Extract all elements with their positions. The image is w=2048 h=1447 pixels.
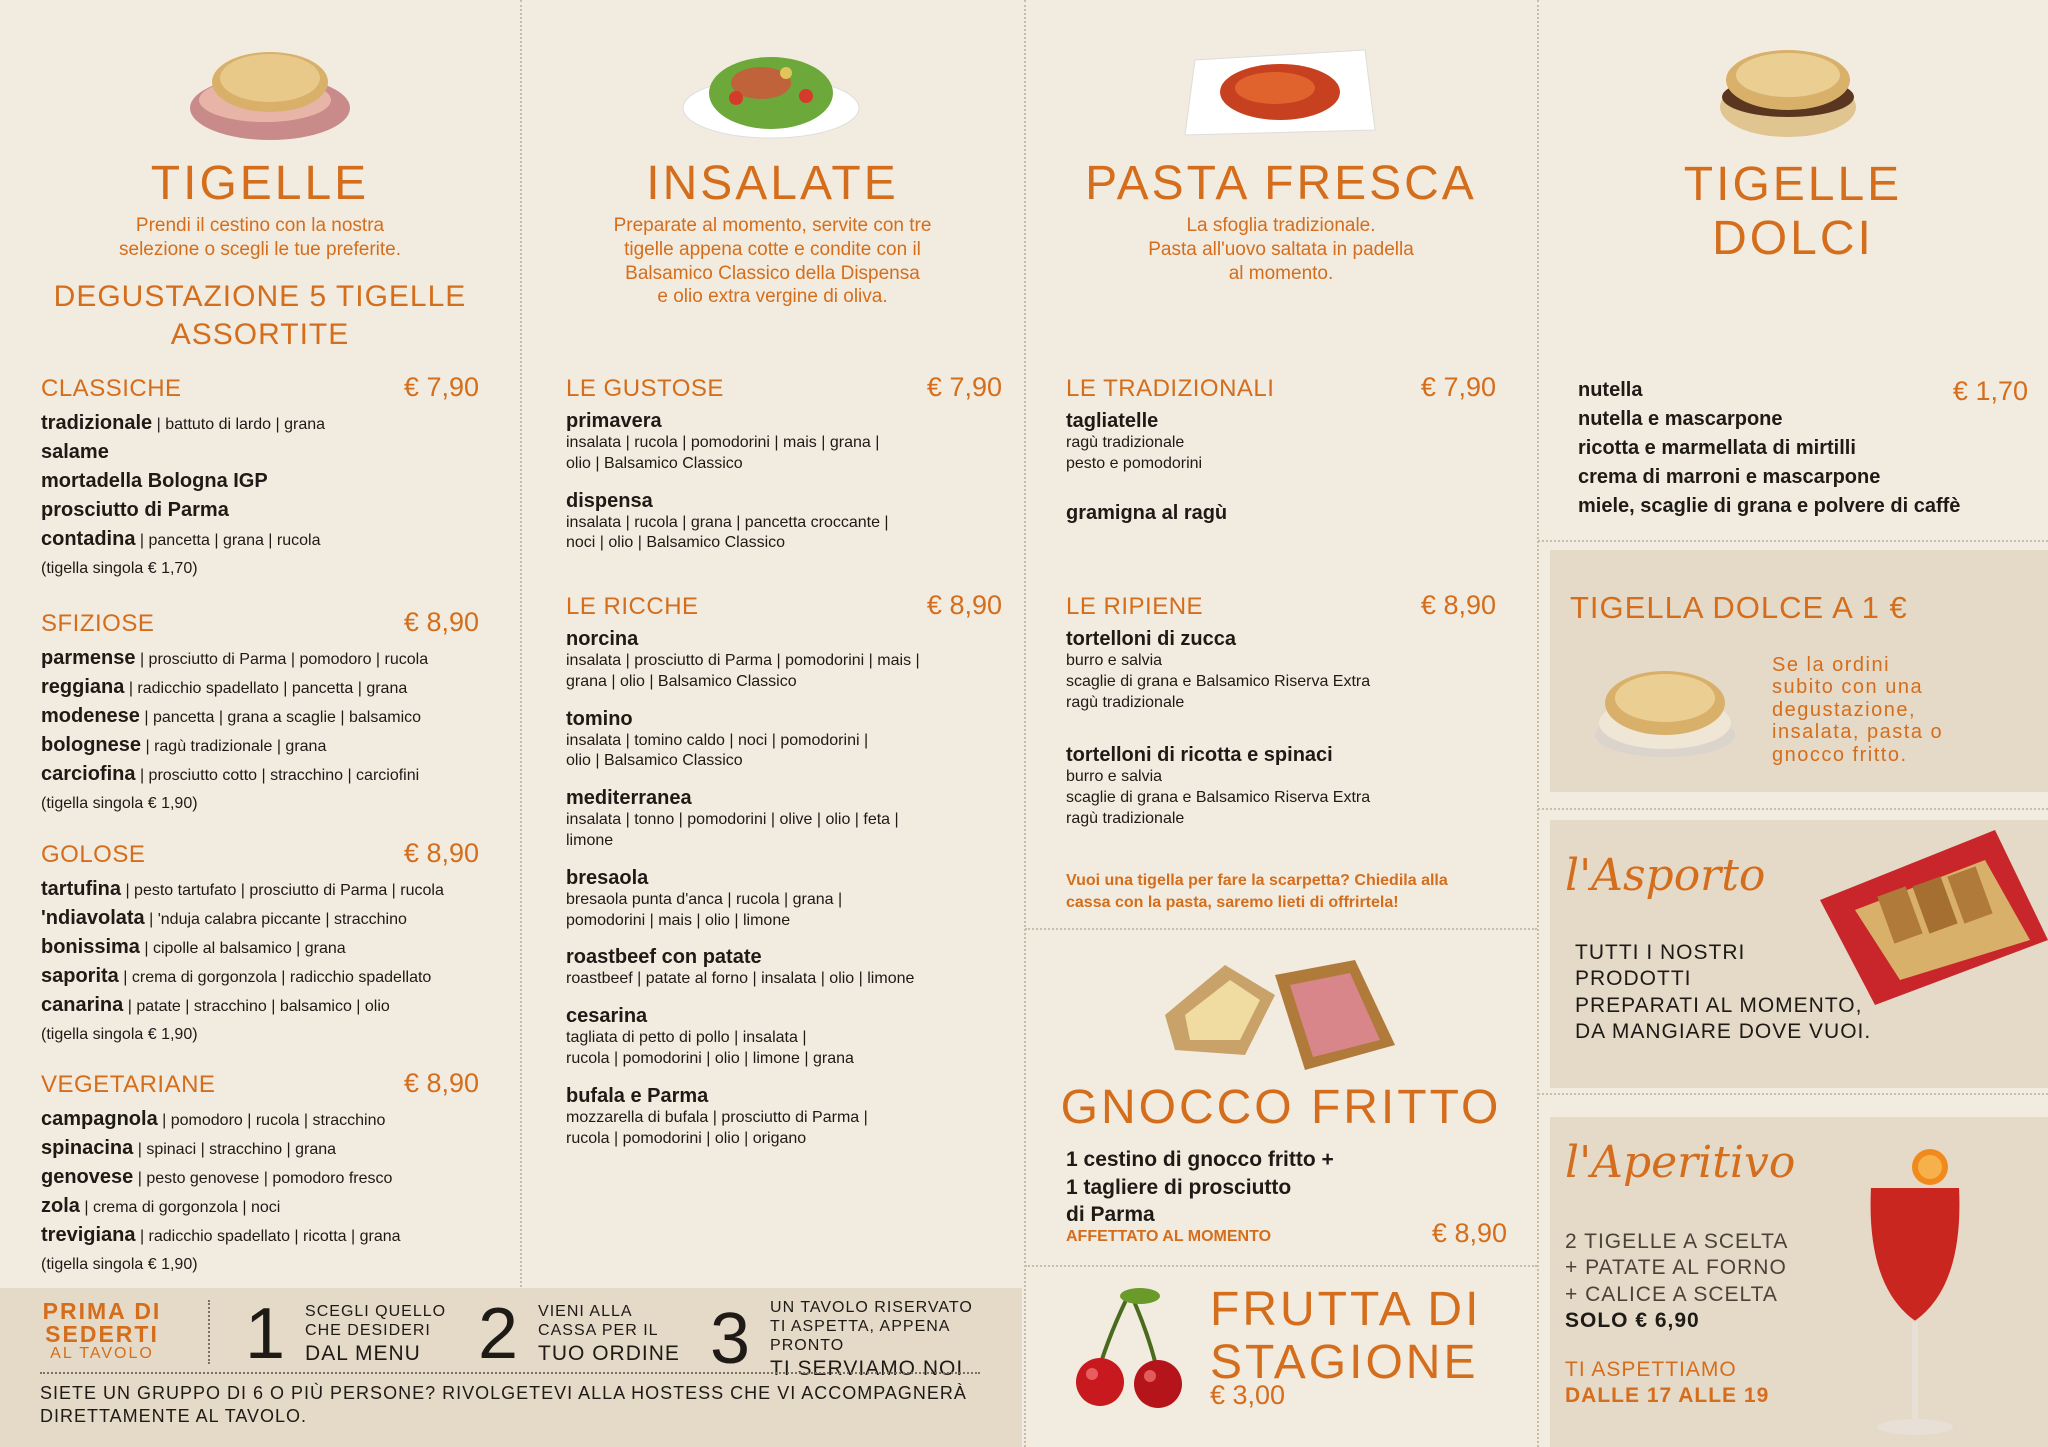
list-item: norcina insalata | prosciutto di Parma | pomodorini | mais | grana | olio | Balsamico Classico xyxy=(566,628,920,690)
list-item: modenese | pancetta | grana a scaglie | balsamico xyxy=(41,705,422,727)
aperitivo-panel xyxy=(1550,1117,2048,1447)
gnocco-title: GNOCCO FRITTO xyxy=(1060,1081,1502,1134)
tigella-nutella-image xyxy=(1713,35,1863,145)
classiche-section xyxy=(41,372,479,578)
category-price: € 8,90 xyxy=(926,590,1002,620)
dolci-price: € 1,70 xyxy=(1952,376,2028,406)
category-price: € 8,90 xyxy=(403,838,479,868)
list-item: roastbeef con patate roastbeef | patate al forno | insalata | olio | limone xyxy=(566,946,915,988)
footer-info-strip xyxy=(0,1288,1022,1447)
category-name: VEGETARIANE xyxy=(41,1071,216,1098)
list-item: trevigiana | radicchio spadellato | ricotta | grana xyxy=(41,1224,401,1246)
vegetariane-section xyxy=(41,1068,479,1274)
step-3: 3 UN TAVOLO RISERVATO TI ASPETTA, APPENA PRONTO TI SERVIAMO NOI xyxy=(710,1299,973,1380)
ricche-section xyxy=(566,590,1002,1163)
group-note: SIETE UN GRUPPO DI 6 O PIÙ PERSONE? RIVOLGETEVI ALLA HOSTESS CHE VI ACCOMPAGNERÀ DIRETTAMENTE AL TAVOLO. xyxy=(40,1383,967,1426)
sfiziose-section xyxy=(41,607,479,813)
list-item: zola | crema di gorgonzola | noci xyxy=(41,1195,281,1217)
dolci-title: TIGELLE DOLCI xyxy=(1683,158,1903,265)
list-item: ricotta e marmellata di mirtilli xyxy=(1578,437,1856,459)
category-price: € 7,90 xyxy=(926,372,1002,402)
list-item: bresaola bresaola punta d'anca | rucola | grana | pomodorini | mais | olio | limone xyxy=(566,866,843,929)
frutta-price: € 3,00 xyxy=(1210,1380,1286,1410)
list-item: 'ndiavolata | 'nduja calabra piccante | stracchino xyxy=(41,907,407,929)
aperitivo-time: TI ASPETTIAMO DALLE 17 ALLE 19 xyxy=(1565,1358,1770,1408)
scarpetta-note: Vuoi una tigella per fare la scarpetta? Chiedila alla cassa con la pasta, saremo lieti di offrirtela! xyxy=(1066,872,1448,911)
list-item: bonissima | cipolle al balsamico | grana xyxy=(41,936,346,958)
list-item: spinacina | spinaci | stracchino | grana xyxy=(41,1137,337,1159)
list-item: crema di marroni e mascarpone xyxy=(1578,466,1881,488)
pasta-subtitle: La sfoglia tradizionale. Pasta all'uovo saltata in padella al momento. xyxy=(1148,215,1414,284)
tigella-ham-image xyxy=(175,30,365,150)
dolci-list xyxy=(1578,376,2028,521)
list-item: nutella xyxy=(1578,379,1643,401)
category-name: GOLOSE xyxy=(41,841,146,868)
category-name: LE RICCHE xyxy=(566,593,699,620)
tigella-dolce-image xyxy=(1590,655,1740,765)
golose-section xyxy=(41,838,479,1044)
step-1: 1 SCEGLI QUELLO CHE DESIDERI DAL MENU xyxy=(245,1294,447,1374)
degustazione-heading: DEGUSTAZIONE 5 TIGELLE ASSORTITE xyxy=(53,280,467,351)
tradizionali-section xyxy=(1066,372,1496,539)
list-item: nutella e mascarpone xyxy=(1578,408,1783,430)
category-price: € 8,90 xyxy=(403,607,479,637)
list-item: bolognese | ragù tradizionale | grana xyxy=(41,734,327,756)
insalate-title: INSALATE xyxy=(646,157,899,210)
list-item: cesarina tagliata di petto di pollo | insalata | rucola | pomodorini | olio | limone | grana xyxy=(566,1005,854,1067)
category-price: € 8,90 xyxy=(1420,590,1496,620)
list-item: dispensa insalata | rucola | grana | pancetta croccante | noci | olio | Balsamico Classico xyxy=(566,489,889,552)
single-price-note: (tigella singola € 1,70) xyxy=(41,560,198,577)
category-name: LE GUSTOSE xyxy=(566,375,724,402)
pasta-image xyxy=(1175,40,1385,140)
step-2: 2 VIENI ALLA CASSA PER IL TUO ORDINE xyxy=(478,1294,680,1374)
insalate-subtitle: Preparate al momento, servite con tre tigelle appena cotte e condite con il Balsamico Classico della Dispensa e olio extra vergine di oliva. xyxy=(613,215,932,308)
category-name: CLASSICHE xyxy=(41,375,182,402)
list-item: reggiana | radicchio spadellato | pancetta | grana xyxy=(41,676,408,698)
list-item: saporita | crema di gorgonzola | radicchio spadellato xyxy=(41,965,432,987)
list-item: miele, scaglie di grana e polvere di caffè xyxy=(1578,495,1961,517)
gnocco-fritto-image xyxy=(1155,945,1405,1075)
gnocco-sub: AFFETTATO AL MOMENTO xyxy=(1066,1228,1272,1245)
list-item: mediterranea insalata | tonno | pomodorini | olive | olio | feta | limone xyxy=(566,787,899,849)
single-price-note: (tigella singola € 1,90) xyxy=(41,795,198,812)
list-item: canarina | patate | stracchino | balsamico | olio xyxy=(41,994,390,1016)
category-name: SFIZIOSE xyxy=(41,610,155,637)
list-item: genovese | pesto genovese | pomodoro fresco xyxy=(41,1166,393,1188)
list-item: parmense | prosciutto di Parma | pomodoro | rucola xyxy=(41,647,429,669)
list-item: contadina | pancetta | grana | rucola xyxy=(41,528,321,550)
list-item: gramigna al ragù xyxy=(1066,501,1228,524)
category-price: € 7,90 xyxy=(403,372,479,402)
tigelle-subtitle: Prendi il cestino con la nostra selezione o scegli le tue preferite. xyxy=(119,215,401,260)
category-price: € 7,90 xyxy=(1420,372,1496,402)
gnocco-price: € 8,90 xyxy=(1431,1218,1507,1248)
category-name: LE TRADIZIONALI xyxy=(1066,375,1275,402)
cherries-image xyxy=(1070,1282,1190,1412)
aperitivo-title: l'Aperitivo xyxy=(1565,1137,1796,1188)
list-item: primavera insalata | rucola | pomodorini | mais | grana | olio | Balsamico Classico xyxy=(566,410,880,472)
frutta-title: FRUTTA DI STAGIONE xyxy=(1210,1283,1482,1389)
gustose-section xyxy=(566,372,1002,568)
list-item: tortelloni di ricotta e spinaci burro e salvia scaglie di grana e Balsamico Riserva Extra ragù tradizionale xyxy=(1066,744,1371,827)
list-item: prosciutto di Parma xyxy=(41,499,229,521)
promo-title: TIGELLA DOLCE A 1 € xyxy=(1570,590,1908,625)
asporto-panel xyxy=(1550,820,2048,1088)
asporto-text: TUTTI I NOSTRI PRODOTTI PREPARATI AL MOMENTO, DA MANGIARE DOVE VUOI. xyxy=(1575,941,1872,1043)
spritz-glass-image xyxy=(1860,1147,1970,1447)
list-item: bufala e Parma mozzarella di bufala | prosciutto di Parma | rucola | pomodorini | olio | origano xyxy=(566,1084,868,1147)
tigelle-title: TIGELLE xyxy=(150,157,370,210)
asporto-title: l'Asporto xyxy=(1565,850,1766,901)
list-item: tortelloni di zucca burro e salvia scaglie di grana e Balsamico Riserva Extra ragù tradizionale xyxy=(1066,628,1371,711)
single-price-note: (tigella singola € 1,90) xyxy=(41,1256,198,1273)
list-item: carciofina | prosciutto cotto | stracchino | carciofini xyxy=(41,763,420,785)
list-item: salame xyxy=(41,441,109,463)
aperitivo-text: 2 TIGELLE A SCELTA + PATATE AL FORNO + CALICE A SCELTA SOLO € 6,90 xyxy=(1565,1230,1789,1332)
list-item: tradizionale | battuto di lardo | grana xyxy=(41,412,326,434)
prima-di-sederti: PRIMA DI SEDERTI AL TAVOLO xyxy=(42,1298,162,1362)
promo-text: Se la ordini subito con una degustazione, insalata, pasta o gnocco fritto. xyxy=(1772,654,1944,766)
list-item: campagnola | pomodoro | rucola | stracchino xyxy=(41,1108,386,1130)
category-price: € 8,90 xyxy=(403,1068,479,1098)
list-item: tagliatelle ragù tradizionale pesto e pomodorini xyxy=(1066,410,1203,472)
salad-image xyxy=(676,28,866,143)
category-name: LE RIPIENE xyxy=(1066,593,1204,620)
single-price-note: (tigella singola € 1,90) xyxy=(41,1026,198,1043)
ripiene-section xyxy=(1066,590,1496,844)
list-item: tartufina | pesto tartufato | prosciutto di Parma | rucola xyxy=(41,878,444,900)
list-item: tomino insalata | tomino caldo | noci | pomodorini | olio | Balsamico Classico xyxy=(566,707,869,770)
gnocco-description: 1 cestino di gnocco fritto + 1 tagliere di prosciutto di Parma xyxy=(1066,1148,1334,1227)
promo-panel xyxy=(1550,550,2048,792)
pasta-title: PASTA FRESCA xyxy=(1085,157,1477,210)
list-item: mortadella Bologna IGP xyxy=(41,470,268,492)
